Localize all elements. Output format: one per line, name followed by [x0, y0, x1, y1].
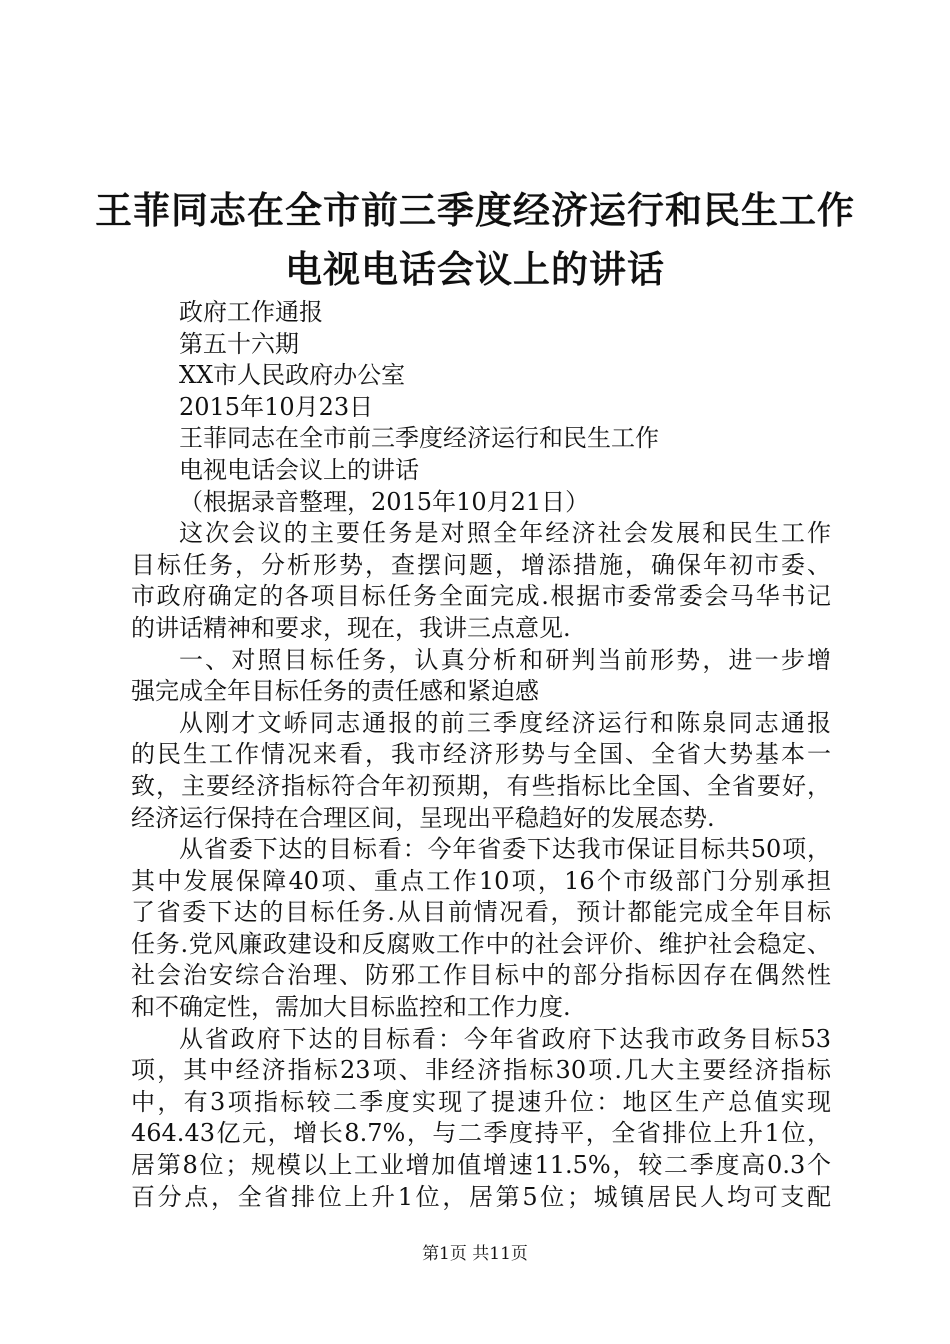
text-line: 王菲同志在全市前三季度经济运行和民生工作	[179, 424, 659, 453]
document-title-line-2: 电视电话会议上的讲话	[285, 248, 665, 291]
text-line: 任务.党风廉政建设和反腐败工作中的社会评价、维护社会稳定、	[131, 929, 831, 958]
document-title-line-1: 王菲同志在全市前三季度经济运行和民生工作	[95, 189, 855, 232]
text-line: 了省委下达的目标任务.从目前情况看，预计都能完成全年目标	[131, 898, 831, 927]
text-line: 这次会议的主要任务是对照全年经济社会发展和民生工作	[179, 519, 831, 548]
text-line: 其中发展保障40项、重点工作10项，16个市级部门分别承担	[131, 866, 831, 895]
text-line: 致，主要经济指标符合年初预期，有些指标比全国、全省要好，	[131, 771, 831, 800]
text-line: 经济运行保持在合理区间，呈现出平稳趋好的发展态势.	[131, 803, 715, 832]
text-line: 和不确定性，需加大目标监控和工作力度.	[131, 993, 571, 1022]
text-line: 社会治安综合治理、防邪工作目标中的部分指标因存在偶然性	[131, 961, 831, 990]
text-line: 2015年10月23日	[179, 392, 374, 421]
text-line: 一、对照目标任务，认真分析和研判当前形势，进一步增	[179, 645, 831, 674]
text-line: 464.43亿元，增长8.7%，与二季度持平，全省排位上升1位，	[131, 1119, 831, 1148]
text-line: 从刚才文峤同志通报的前三季度经济运行和陈泉同志通报	[179, 708, 831, 737]
text-line: 居第8位；规模以上工业增加值增速11.5%，较二季度高0.3个	[131, 1151, 831, 1180]
page-number-footer: 第1页 共11页	[422, 1244, 528, 1264]
document-body	[131, 297, 831, 1213]
text-line: 政府工作通报	[179, 298, 323, 326]
text-line: XX市人民政府办公室	[179, 361, 406, 390]
text-line: 项，其中经济指标23项、非经济指标30项.几大主要经济指标	[131, 1056, 831, 1085]
text-line: 从省委下达的目标看：今年省委下达我市保证目标共50项，	[179, 835, 831, 864]
text-line: 的讲话精神和要求，现在，我讲三点意见.	[131, 613, 571, 642]
text-line: 强完成全年目标任务的责任感和紧迫感	[131, 677, 539, 706]
text-line: 的民生工作情况来看，我市经济形势与全国、全省大势基本一	[131, 740, 831, 769]
text-line: 百分点，全省排位上升1位，居第5位；城镇居民人均可支配	[131, 1182, 831, 1211]
text-line: 中，有3项指标较二季度实现了提速升位：地区生产总值实现	[131, 1087, 831, 1116]
text-line: 第五十六期	[179, 329, 299, 358]
text-line: 市政府确定的各项目标任务全面完成.根据市委常委会马华书记	[131, 582, 831, 611]
text-line: 从省政府下达的目标看：今年省政府下达我市政务目标53	[179, 1024, 831, 1053]
text-line: 电视电话会议上的讲话	[179, 455, 419, 484]
text-line: 目标任务，分析形势，查摆问题，增添措施，确保年初市委、	[131, 550, 831, 579]
text-line: （根据录音整理，2015年10月21日）	[179, 487, 590, 516]
